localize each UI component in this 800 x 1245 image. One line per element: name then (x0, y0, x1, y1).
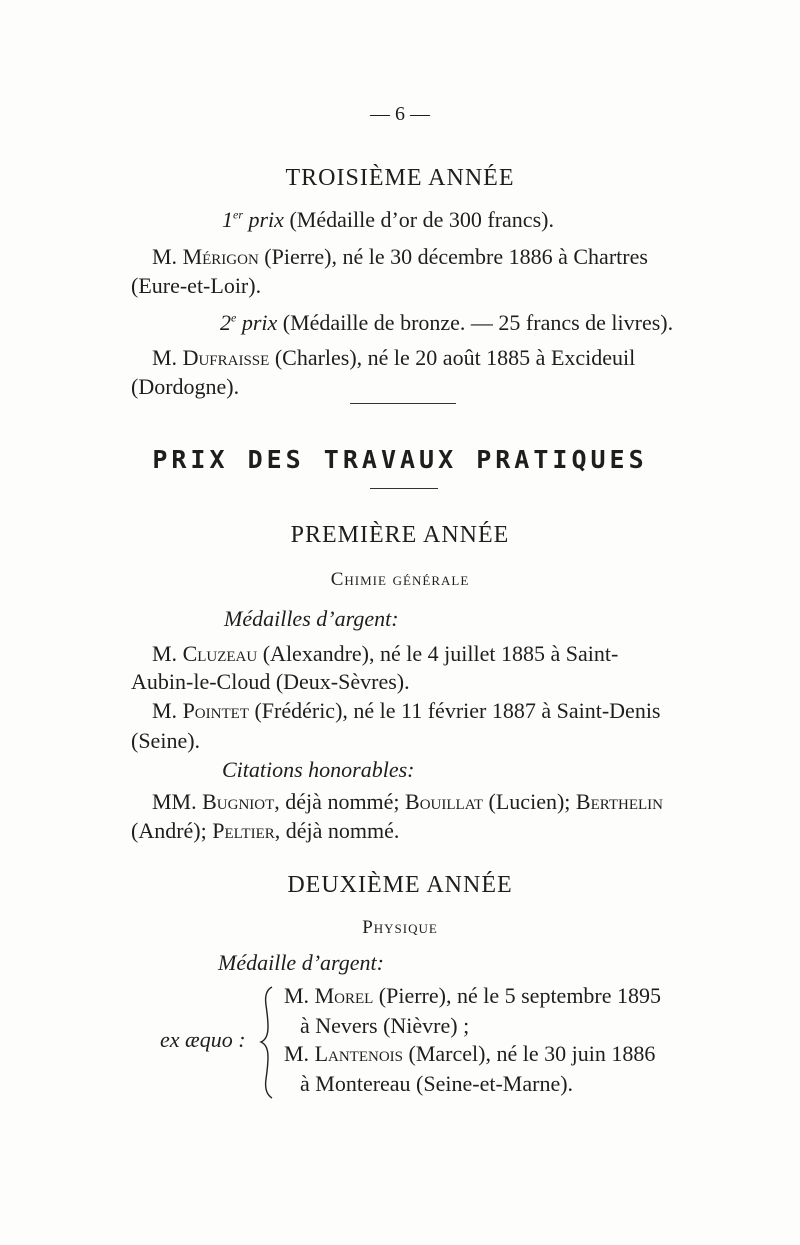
winner-merigon-line2: (Eure-et-Loir). (131, 273, 262, 298)
winner-name-cluzeau: Cluzeau (182, 641, 258, 666)
winner-dufraisse-line1 (152, 345, 635, 371)
winner-pointet-line1 (152, 698, 661, 724)
cited-name-berthelin: Berthelin (575, 789, 663, 814)
prize-2-number: 2 (220, 310, 231, 335)
winner-pointet-line2: (Seine). (131, 728, 201, 753)
winner-name-dufraisse: Dufraisse (182, 345, 270, 370)
medal-label: Médaille d’argent: (218, 950, 384, 975)
citations-label: Citations honorables: (222, 757, 415, 782)
title-underline (370, 488, 438, 489)
prize-1-word: prix (248, 207, 284, 232)
winner-lantenois-line1 (284, 1041, 655, 1067)
prize-2-line (220, 310, 673, 336)
winner-name-morel: Morel (314, 983, 374, 1008)
cited-name-bugniot: Bugniot (202, 789, 275, 814)
winner-title: M. (152, 641, 178, 666)
cited-name-peltier: Peltier (212, 818, 275, 843)
prize-1-number: 1 (222, 207, 233, 232)
winner-cluzeau-line2: Aubin-le-Cloud (Deux-Sèvres). (131, 669, 410, 694)
prize-1-desc: (Médaille d’or de 300 francs). (289, 207, 554, 232)
winner-dufraisse-line2: (Dordogne). (131, 374, 240, 399)
subject-chimie: Chimie générale (330, 569, 470, 590)
winner-name-merigon: Mérigon (182, 244, 259, 269)
winner-name-lantenois: Lantenois (314, 1041, 403, 1066)
section-title-troisieme: TROISIÈME ANNÉE (285, 165, 515, 191)
winner-title: M. (284, 983, 310, 1008)
main-title: PRIX DES TRAVAUX PRATIQUES (152, 445, 648, 474)
winner-details: (Pierre), né le 5 septembre 1895 (378, 983, 662, 1008)
cited-note: , déjà nommé. (274, 818, 400, 843)
citations-line2 (131, 818, 399, 844)
winner-title: M. (152, 244, 178, 269)
subject-physique: Physique (362, 917, 438, 938)
winner-morel-line2: à Nevers (Nièvre) ; (300, 1013, 470, 1038)
winner-title: M. (284, 1041, 310, 1066)
section-divider (350, 403, 456, 404)
ex-aequo-label: ex æquo : (160, 1027, 246, 1052)
winner-details: (Charles), né le 20 août 1885 à Excideuil (274, 345, 636, 370)
winner-details: (Pierre), né le 30 décembre 1886 à Chartres (264, 244, 648, 269)
prize-2-word: prix (241, 310, 278, 335)
winner-lantenois-line2: à Montereau (Seine-et-Marne). (300, 1071, 574, 1096)
winner-cluzeau-line1 (152, 641, 618, 667)
cited-name-bouillat: Bouillat (405, 789, 484, 814)
citations-mm: MM. (152, 789, 197, 814)
medals-label: Médailles d’argent: (224, 606, 399, 631)
winner-title: M. (152, 698, 178, 723)
citations-line1 (152, 789, 663, 815)
winner-details: (Frédéric), né le 11 février 1887 à Saint-Denis (254, 698, 661, 723)
winner-merigon-line1 (152, 244, 648, 270)
cited-note: , déjà nommé; (274, 789, 400, 814)
winner-details: (Marcel), né le 30 juin 1886 (408, 1041, 656, 1066)
prize-2-desc: (Médaille de bronze. — 25 francs de livres). (282, 310, 674, 335)
page-number: — 6 — (370, 103, 430, 125)
prize-1-line (222, 207, 554, 233)
prize-2-sup: e (231, 310, 237, 325)
winner-details: (Alexandre), né le 4 juillet 1885 à Saint- (262, 641, 619, 666)
cited-note: (Lucien); (488, 789, 571, 814)
winner-name-pointet: Pointet (182, 698, 249, 723)
section-title-premiere: PREMIÈRE ANNÉE (290, 522, 510, 548)
winner-morel-line1 (284, 983, 661, 1009)
left-brace-icon (258, 985, 278, 1100)
winner-title: M. (152, 345, 178, 370)
cited-firstname: (André); (131, 818, 207, 843)
section-title-deuxieme: DEUXIÈME ANNÉE (287, 872, 513, 898)
prize-1-sup: er (233, 207, 243, 222)
